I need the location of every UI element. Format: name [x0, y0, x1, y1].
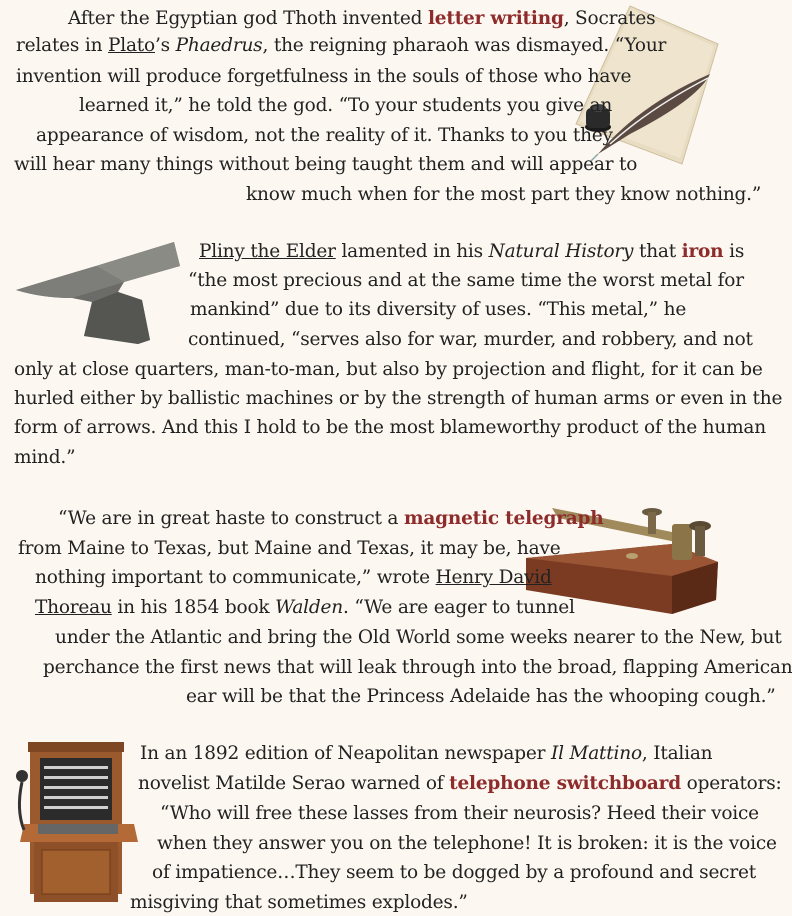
telephone-switchboard-image — [14, 740, 138, 906]
name-link[interactable]: Henry David — [435, 567, 552, 588]
text-line: Thoreau in his 1854 book Walden. “We are eager to tunnel — [35, 597, 575, 618]
text-line: under the Atlantic and bring the Old World some weeks nearer to the New, but — [55, 627, 782, 648]
italic-title: Phaedrus — [175, 35, 263, 56]
text-line: appearance of wisdom, not the reality of it. Thanks to you they — [36, 125, 613, 146]
text-line: from Maine to Texas, but Maine and Texas, it may be, have — [18, 538, 561, 559]
text-line: novelist Matilde Serao warned of telephone switchboard operators: — [138, 773, 782, 794]
italic-title: Walden — [275, 597, 343, 618]
text-line: ear will be that the Princess Adelaide has the whooping cough.” — [186, 686, 776, 707]
text-line: mankind” due to its diversity of uses. “This metal,” he — [190, 299, 687, 320]
italic-title: Il Mattino — [550, 743, 642, 764]
text-line: only at close quarters, man-to-man, but also by projection and flight, for it can be — [14, 359, 763, 380]
highlight-term: letter writing — [427, 8, 564, 29]
text-line: will hear many things without being taught them and will appear to — [14, 154, 638, 175]
highlight-term: telephone switchboard — [449, 773, 681, 794]
name-link[interactable]: Pliny the Elder — [199, 241, 336, 262]
text-line: of impatience…They seem to be dogged by a profound and secret — [152, 862, 756, 883]
name-link[interactable]: Plato — [108, 35, 155, 56]
text-line: In an 1892 edition of Neapolitan newspaper Il Mattino, Italian — [140, 743, 713, 764]
highlight-term: magnetic telegraph — [403, 508, 604, 529]
text-line: Pliny the Elder lamented in his Natural History that iron is — [199, 241, 745, 262]
italic-title: Natural History — [488, 241, 634, 262]
text-line: perchance the first news that will leak through into the broad, flapping American — [43, 657, 792, 678]
text-line: hurled either by ballistic machines or by the strength of human arms or even in the — [14, 388, 783, 409]
text-line: mind.” — [14, 447, 76, 468]
anvil-image — [12, 236, 188, 348]
text-line: continued, “serves also for war, murder, and robbery, and not — [188, 329, 753, 350]
text-line: nothing important to communicate,” wrote Henry David — [35, 567, 552, 588]
text-line: “Who will free these lasses from their neurosis? Heed their voice — [160, 803, 759, 824]
text-line: misgiving that sometimes explodes.” — [130, 892, 468, 913]
name-link[interactable]: Thoreau — [35, 597, 112, 618]
text-line: “We are in great haste to construct a magnetic telegraph — [58, 508, 604, 529]
text-line: know much when for the most part they know nothing.” — [246, 184, 762, 205]
text-line: After the Egyptian god Thoth invented letter writing, Socrates — [68, 8, 656, 29]
text-line: relates in Plato’s Phaedrus, the reigning pharaoh was dismayed. “Your — [16, 35, 667, 56]
text-line: form of arrows. And this I hold to be the most blameworthy product of the human — [14, 417, 766, 438]
text-line: learned it,” he told the god. “To your students you give an — [79, 95, 613, 116]
text-line: when they answer you on the telephone! It is broken: it is the voice — [157, 833, 777, 854]
highlight-term: iron — [681, 241, 724, 262]
text-line: “the most precious and at the same time the worst metal for — [188, 270, 744, 291]
text-line: invention will produce forgetfulness in the souls of those who have — [16, 66, 632, 87]
